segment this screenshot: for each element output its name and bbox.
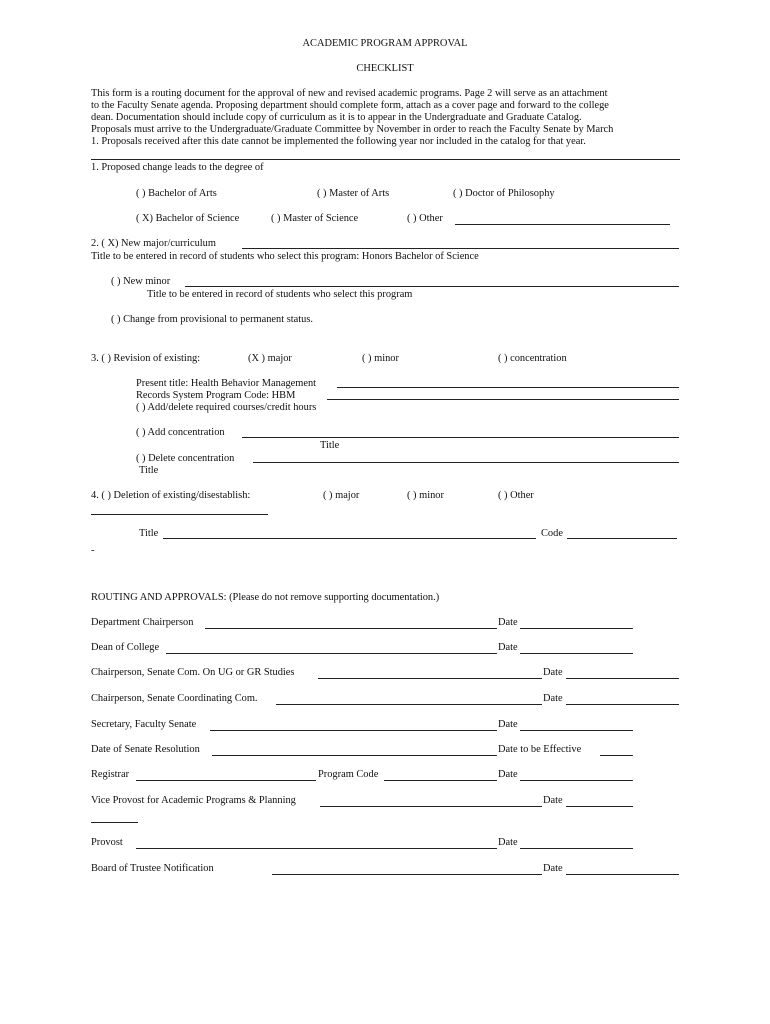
deletion-title-line[interactable] [163,538,536,539]
date-line[interactable] [520,653,633,654]
option-revise-minor[interactable]: ( ) minor [362,353,399,364]
date-label: Date [498,837,518,848]
option-master-science[interactable]: ( ) Master of Science [271,213,359,224]
records-code-text: Records System Program Code: HBM [136,390,296,401]
date-line[interactable] [520,628,633,629]
title-caption: Title [320,440,340,451]
code-caption: Code [541,528,563,539]
date-line[interactable] [566,678,679,679]
title-caption: Title [139,465,159,476]
section4-label: 4. ( ) Deletion of existing/disestablish: [91,490,251,501]
date-line[interactable] [566,806,633,807]
date-label: Date [543,863,563,874]
stray-mark: - [91,545,95,556]
intro-line: dean. Documentation should include copy of curriculum as it is to appear in the Undergraduate and Graduate Catalog. [91,112,582,123]
present-title-text: Present title: Health Behavior Management [136,378,317,389]
date-line[interactable] [566,704,679,705]
intro-line: 1. Proposals received after this date cannot be implemented the following year nor included in the catalog for that year. [91,136,586,147]
option-revise-major[interactable]: (X ) major [248,353,292,364]
new-major-field-line[interactable] [242,248,679,249]
signature-line[interactable] [136,848,497,849]
signer-label: Date of Senate Resolution [91,744,200,755]
option-bachelor-science[interactable]: ( X) Bachelor of Science [136,213,240,224]
date-label: Date [498,642,518,653]
present-title-line[interactable] [337,387,679,388]
option-delete-concentration[interactable]: ( ) Delete concentration [136,453,235,464]
signature-line[interactable] [320,806,542,807]
option-bachelor-arts[interactable]: ( ) Bachelor of Arts [136,188,217,199]
signer-label: Board of Trustee Notification [91,863,214,874]
signer-label: Chairperson, Senate Com. On UG or GR Studies [91,667,295,678]
form-title: ACADEMIC PROGRAM APPROVAL [302,38,468,49]
form-subtitle: CHECKLIST [356,63,414,74]
signer-label: Provost [91,837,123,848]
signature-line[interactable] [136,780,316,781]
signature-line[interactable] [212,755,497,756]
intro-line: This form is a routing document for the approval of new and revised academic programs. Page 2 will serve as an attachment [91,88,608,99]
date-label: Date [498,617,518,628]
option-doctor-philosophy[interactable]: ( ) Doctor of Philosophy [453,188,555,199]
option-other[interactable]: ( ) Other [407,213,443,224]
signature-line[interactable] [276,704,542,705]
date-label: Date [498,769,518,780]
option-delete-major[interactable]: ( ) major [323,490,360,501]
signature-line[interactable] [318,678,542,679]
date-label: Date [498,719,518,730]
program-code-line[interactable] [384,780,497,781]
option-revise-concentration[interactable]: ( ) concentration [498,353,567,364]
intro-line: to the Faculty Senate agenda. Proposing department should complete form, attach as a cover page and forward to the college [91,100,609,111]
section3-label: 3. ( ) Revision of existing: [91,353,201,364]
option-master-arts[interactable]: ( ) Master of Arts [317,188,390,199]
date-line[interactable] [520,780,633,781]
date-line[interactable] [566,874,679,875]
signature-line[interactable] [205,628,497,629]
section2-label: 2. ( X) New major/curriculum [91,238,216,249]
date-line[interactable] [520,730,633,731]
records-code-line[interactable] [327,399,679,400]
option-add-delete-courses[interactable]: ( ) Add/delete required courses/credit hours [136,402,317,413]
signer-label: Vice Provost for Academic Programs & Planning [91,795,296,806]
signature-line[interactable] [272,874,542,875]
option-delete-minor[interactable]: ( ) minor [407,490,444,501]
date-line[interactable] [600,755,633,756]
section1-label: 1. Proposed change leads to the degree of [91,162,264,173]
signer-label: Chairperson, Senate Coordinating Com. [91,693,258,704]
deletion-code-line[interactable] [567,538,677,539]
option-delete-other[interactable]: ( ) Other [498,490,534,501]
signer-label: Registrar [91,769,130,780]
date-label: Date [543,693,563,704]
date-label: Date [543,795,563,806]
signature-line[interactable] [210,730,497,731]
date-line[interactable] [520,848,633,849]
program-code-label: Program Code [318,769,379,780]
signer-label: Dean of College [91,642,160,653]
divider [91,159,680,160]
add-concentration-line[interactable] [242,437,679,438]
intro-line: Proposals must arrive to the Undergraduate/Graduate Committee by November in order to reach the Faculty Senate by March [91,124,614,135]
signature-line[interactable] [166,653,497,654]
routing-heading: ROUTING AND APPROVALS: (Please do not remove supporting documentation.) [91,592,440,603]
deletion-field-line[interactable] [91,514,268,515]
continuation-line[interactable] [91,822,138,823]
signer-label: Secretary, Faculty Senate [91,719,197,730]
signer-label: Department Chairperson [91,617,194,628]
new-minor-field-line[interactable] [185,286,679,287]
delete-concentration-line[interactable] [253,462,679,463]
record-title-text: Title to be entered in record of students who select this program: Honors Bachelor of Science [91,251,479,262]
date-label: Date [543,667,563,678]
option-provisional[interactable]: ( ) Change from provisional to permanent status. [111,314,313,325]
option-new-minor[interactable]: ( ) New minor [111,276,171,287]
option-add-concentration[interactable]: ( ) Add concentration [136,427,225,438]
title-caption: Title [139,528,159,539]
other-field-line[interactable] [455,224,670,225]
minor-record-text: Title to be entered in record of students who select this program [147,289,413,300]
date-label: Date to be Effective [498,744,582,755]
